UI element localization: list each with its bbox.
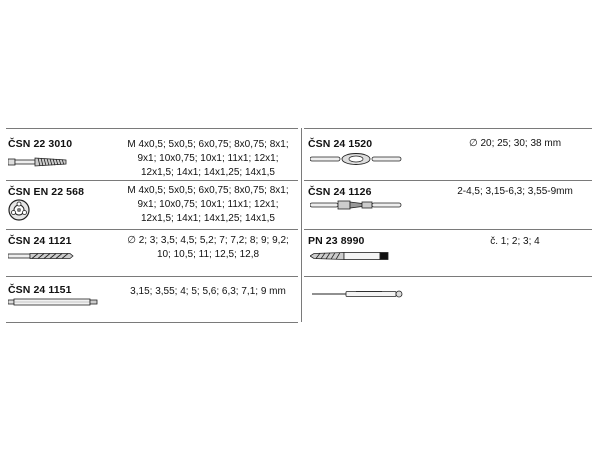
die-holder-icon bbox=[310, 153, 402, 165]
divider bbox=[304, 128, 592, 129]
divider bbox=[304, 229, 592, 230]
tap-extension-icon bbox=[8, 297, 98, 307]
standard-code: ČSN 24 1520 bbox=[308, 138, 373, 150]
spec-line: 12x1,5; 14x1; 14x1,25; 14x1,5 bbox=[141, 167, 275, 178]
divider bbox=[304, 180, 592, 181]
standard-code: ČSN EN 22 568 bbox=[8, 186, 85, 198]
standard-code: ČSN 24 1121 bbox=[8, 235, 72, 247]
spec-line: M 4x0,5; 5x0,5; 6x0,75; 8x0,75; 8x1; bbox=[127, 185, 289, 196]
spec-line: ∅ 2; 3; 3,5; 4,5; 5,2; 7; 7,2; 8; 9; 9,2; bbox=[127, 235, 289, 246]
divider bbox=[6, 180, 298, 181]
screw-extractor-icon bbox=[310, 250, 390, 262]
spec-text bbox=[440, 235, 590, 249]
spec-line: č. 1; 2; 3; 4 bbox=[490, 236, 540, 247]
spec-line: 12x1,5; 14x1; 14x1,25; 14x1,5 bbox=[141, 213, 275, 224]
spec-text bbox=[440, 185, 590, 199]
threading-die-icon bbox=[8, 199, 30, 221]
spec-text bbox=[118, 234, 298, 262]
divider bbox=[6, 128, 298, 129]
divider bbox=[304, 276, 592, 277]
divider bbox=[6, 229, 298, 230]
standard-code: ČSN 24 1126 bbox=[308, 186, 372, 198]
spec-line: 9x1; 10x0,75; 10x1; 11x1; 12x1; bbox=[137, 153, 279, 164]
standard-code: PN 23 8990 bbox=[308, 235, 365, 247]
spec-line: ∅ 20; 25; 30; 38 mm bbox=[468, 138, 562, 149]
spec-text bbox=[118, 184, 298, 226]
tap-icon bbox=[8, 155, 68, 169]
standard-code: ČSN 22 3010 bbox=[8, 138, 73, 150]
spec-line: M 4x0,5; 5x0,5; 6x0,75; 8x0,75; 8x1; bbox=[127, 139, 289, 150]
spec-text bbox=[440, 137, 590, 151]
column-divider bbox=[301, 128, 302, 322]
marking-pen-icon bbox=[312, 289, 404, 299]
spec-line: 2-4,5; 3,15-6,3; 3,55-9mm bbox=[457, 186, 573, 197]
spec-text bbox=[118, 138, 298, 180]
spec-line: 10; 10,5; 11; 12,5; 12,8 bbox=[156, 249, 260, 260]
spec-line: 9x1; 10x0,75; 10x1; 11x1; 12x1; bbox=[137, 199, 279, 210]
spec-line: 3,15; 3,55; 4; 5; 5,6; 6,3; 7,1; 9 mm bbox=[130, 286, 286, 297]
divider bbox=[6, 276, 298, 277]
divider bbox=[6, 322, 298, 323]
twist-drill-icon bbox=[8, 251, 74, 261]
standard-code: ČSN 24 1151 bbox=[8, 284, 72, 296]
tap-wrench-icon bbox=[310, 199, 402, 211]
spec-text bbox=[118, 285, 298, 299]
